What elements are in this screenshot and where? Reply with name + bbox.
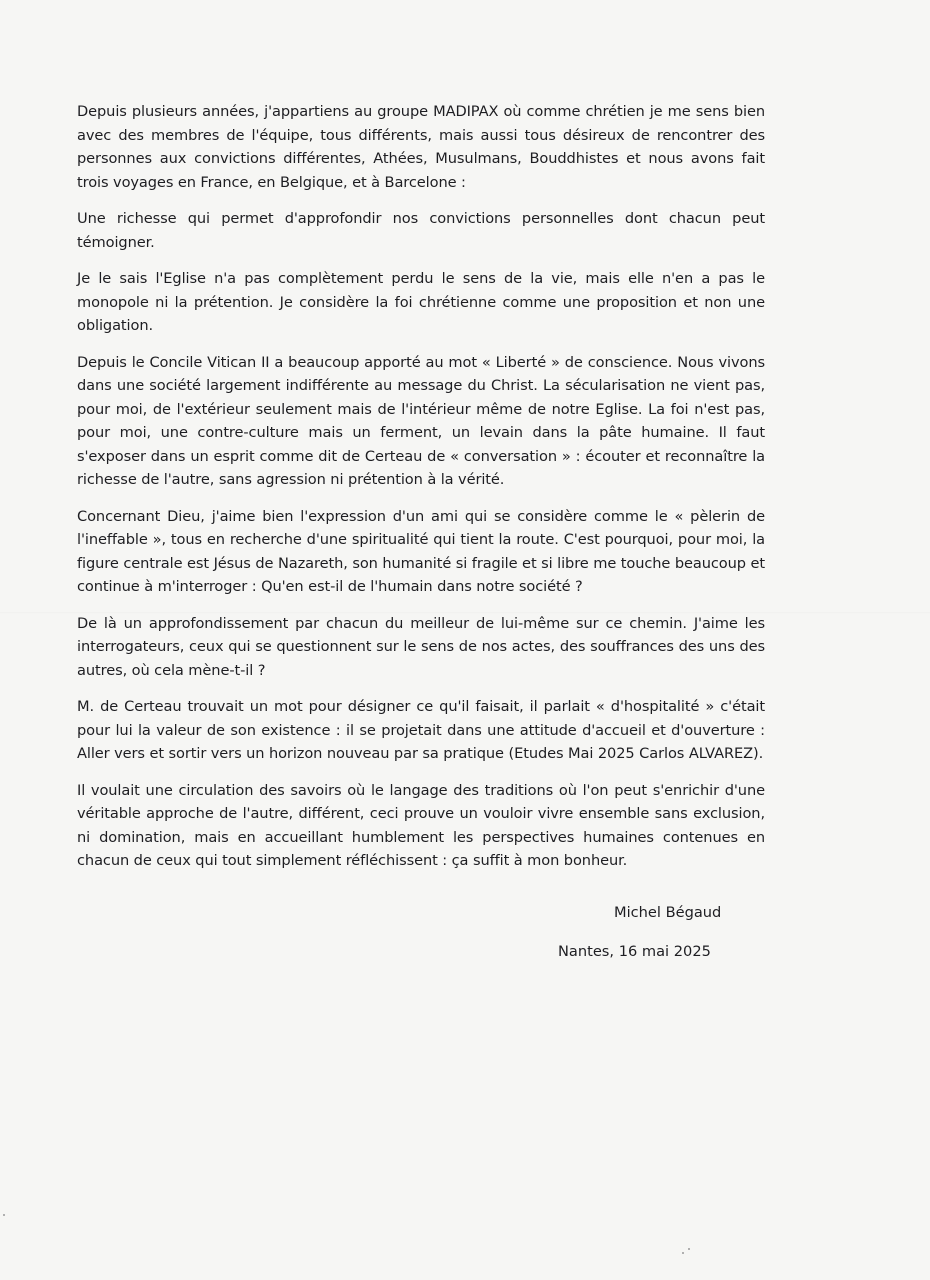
paragraph-concile: Depuis le Concile Vitican II a beaucoup apporté au mot « Liberté » de conscience. Nous vivons dans une société largement indifférente au message du Christ. La sécularisation ne vient pas, pour moi, de l'extérieur seulement mais de l'intérieur même de notre Eglise. La foi n'est pas, pour moi, une contre-culture mais un ferment, un levain dans la pâte humaine. Il faut s'exposer dans un esprit comme dit de Certeau de « conversation » : écouter et reconnaître la richesse de l'autre, sans agression ni prétention à la vérité. bbox=[77, 353, 765, 488]
signature-place-date: Nantes, 16 mai 2025 bbox=[558, 943, 711, 960]
paragraph-eglise: Je le sais l'Eglise n'a pas complètement perdu le sens de la vie, mais elle n'en a pas le monopole ni la prétention. Je considère la foi chrétienne comme une proposition et non une obligation. bbox=[77, 270, 765, 334]
signature-name: Michel Bégaud bbox=[614, 904, 722, 921]
paper-speck bbox=[3, 1214, 5, 1216]
paragraph-richesse: Une richesse qui permet d'approfondir nos convictions personnelles dont chacun peut témoigner. bbox=[77, 210, 765, 251]
paragraph-hospitalite: M. de Certeau trouvait un mot pour désigner ce qu'il faisait, il parlait « d'hospitalité » c'était pour lui la valeur de son existence : il se projetait dans une attitude d'accueil et d'ouverture : Aller vers et sortir vers un horizon nouveau par sa pratique (Etudes Mai 2025 Carlos ALVAREZ). bbox=[77, 698, 765, 762]
paragraph-madipax: Depuis plusieurs années, j'appartiens au groupe MADIPAX où comme chrétien je me sens bien avec des membres de l'équipe, tous différents, mais aussi tous désireux de rencontrer des personnes aux convictions différentes, Athées, Musulmans, Bouddhistes et nous avons fait trois voyages en France, en Belgique, et à Barcelone : bbox=[77, 103, 765, 191]
letter-body bbox=[77, 100, 765, 886]
paragraph-approfondissement: De là un approfondissement par chacun du meilleur de lui-même sur ce chemin. J'aime les interrogateurs, ceux qui se questionnent sur le sens de nos actes, des souffrances des uns des autres, où cela mène-t-il ? bbox=[77, 614, 765, 679]
paragraph-dieu: Concernant Dieu, j'aime bien l'expression d'un ami qui se considère comme le « pèlerin de l'ineffable », tous en recherche d'une spiritualité qui tient la route. C'est pourquoi, pour moi, la figure centrale est Jésus de Nazareth, son humanité si fragile et si libre me touche beaucoup et continue à m'interroger : Qu'en est-il de l'humain dans notre société ? bbox=[77, 507, 765, 595]
paragraph-circulation: Il voulait une circulation des savoirs où le langage des traditions où l'on peut s'enrichir d'une véritable approche de l'autre, différent, ceci prouve un vouloir vivre ensemble sans exclusion, ni domination, mais en accueillant humblement les perspectives humaines contenues en chacun de ceux qui tout simplement réfléchissent : ça suffit à mon bonheur. bbox=[77, 781, 765, 869]
paper-speck bbox=[682, 1252, 684, 1254]
paper-speck bbox=[688, 1248, 690, 1250]
